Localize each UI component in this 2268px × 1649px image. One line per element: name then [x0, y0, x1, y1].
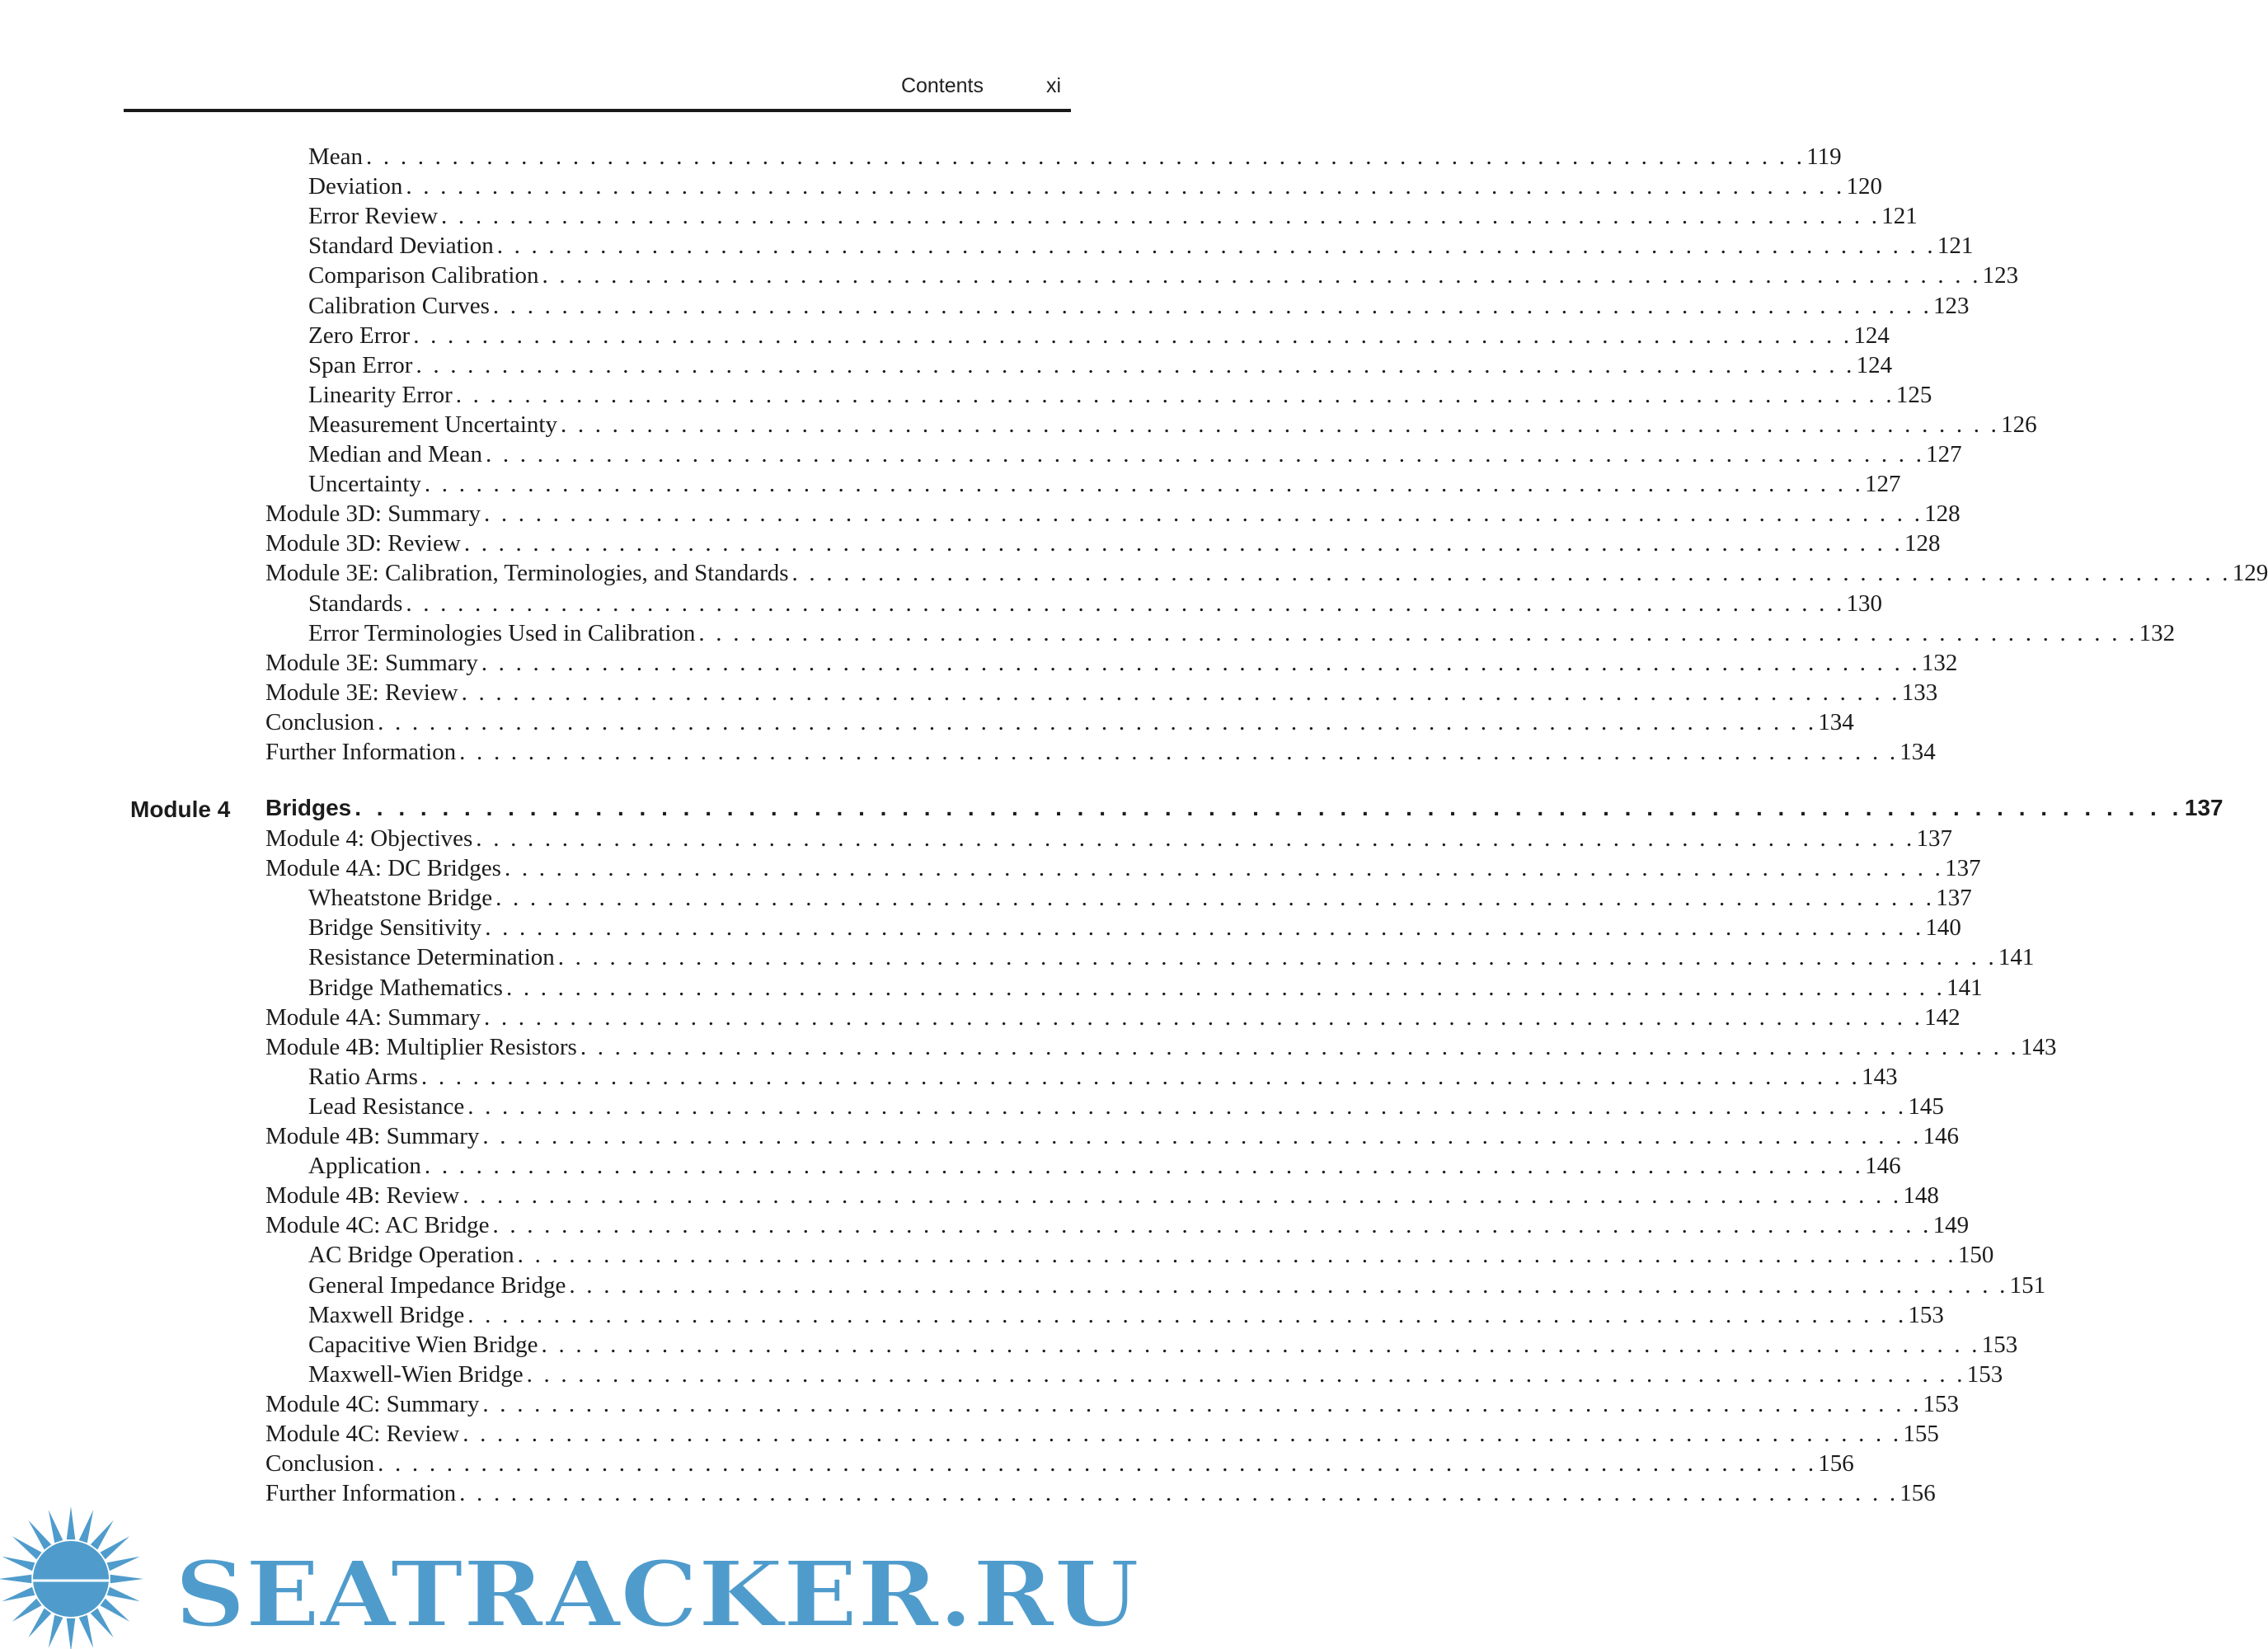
sun-ray: [67, 1618, 76, 1649]
toc-entry[interactable]: [265, 560, 2268, 590]
toc-entry-page-number: 137: [1916, 825, 1952, 852]
toc-entry[interactable]: [308, 1153, 1901, 1182]
toc-entry-title: Application: [308, 1153, 421, 1179]
toc-entry-title: Module 4B: Multiplier Resistors: [265, 1034, 577, 1060]
toc-entry-title: Module 4C: Summary: [265, 1391, 480, 1417]
dot-leader: . . . . . . . . . . . . . . . . . . . . . . . . . . . . . . . . . . . . . . . . . . . . . . . . . . . . . . . . . . . . . . . . . . . . . . . . . . . . . . . . . . . .: [492, 293, 1932, 319]
toc-entry[interactable]: [265, 650, 1958, 679]
sun-ray: [110, 1575, 143, 1584]
toc-entry-title: Uncertainty: [308, 471, 421, 497]
toc-entry-page-number: 153: [1923, 1391, 1960, 1417]
dot-leader: . . . . . . . . . . . . . . . . . . . . . . . . . . . . . . . . . . . . . . . . . . . . . . . . . . . . . . . . . . . . . . . . . . . . . . . . . . . . . . . . . . . .: [541, 1332, 1980, 1358]
toc-entry[interactable]: [265, 855, 1981, 885]
toc-entry-page-number: 141: [1946, 975, 1983, 1001]
dot-leader: . . . . . . . . . . . . . . . . . . . . . . . . . . . . . . . . . . . . . . . . . . . . . . . . . . . . . . . . . . . . . . . . . . . . . . . . . . . . . . . . . . . .: [459, 1480, 1899, 1506]
sun-ray: [28, 1520, 51, 1550]
toc-entry[interactable]: [308, 1242, 1994, 1271]
toc-entry[interactable]: [265, 825, 1952, 855]
toc-entry[interactable]: [308, 1064, 1898, 1093]
toc-entry-page-number: 134: [1818, 709, 1854, 735]
toc-entry-page-number: 119: [1806, 143, 1842, 170]
toc-entry-title: Maxwell-Wien Bridge: [308, 1361, 524, 1388]
sun-ray: [49, 1615, 63, 1648]
toc-entry[interactable]: [265, 739, 1936, 768]
toc-entry-title: Deviation: [308, 173, 403, 200]
toc-entry-page-number: 121: [1937, 233, 1974, 259]
toc-entry-page-number: 124: [1856, 352, 1893, 378]
dot-leader: . . . . . . . . . . . . . . . . . . . . . . . . . . . . . . . . . . . . . . . . . . . . . . . . . . . . . . . . . . . . . . . . . . . . . . . . . . . . . . . . . . . .: [557, 944, 1997, 970]
dot-leader: . . . . . . . . . . . . . . . . . . . . . . . . . . . . . . . . . . . . . . . . . . . . . . . . . . . . . . . . . . . . . . . . . . . . . . . . . . . . . . . . . . . .: [484, 500, 1923, 527]
sun-ray: [49, 1510, 63, 1543]
toc-entry-page-number: 146: [1865, 1153, 1901, 1179]
toc-entry-page-number: 121: [1881, 203, 1918, 229]
dot-leader: . . . . . . . . . . . . . . . . . . . . . . . . . . . . . . . . . . . . . . . . . . . . . . . . . . . . . . . . . . . . . . . . . . . . . . . . . . . . . . . . . . . .: [461, 679, 1900, 706]
dot-leader: . . . . . . . . . . . . . . . . . . . . . . . . . . . . . . . . . . . . . . . . . . . . . . . . . . . . . . . . . . . . . . . . . . . . . . . . . . . . . . . . . . . .: [406, 590, 1845, 617]
toc-entry-title: Module 4: Objectives: [265, 825, 473, 852]
toc-entry[interactable]: [265, 1391, 1960, 1421]
toc-entry-title: Module 4A: Summary: [265, 1004, 481, 1031]
sun-ray: [79, 1510, 94, 1543]
toc-entry[interactable]: [308, 293, 1970, 322]
toc-entry-title: Linearity Error: [308, 382, 453, 408]
sun-ray: [28, 1609, 51, 1638]
sun-ray: [91, 1520, 114, 1550]
sun-ray: [79, 1615, 94, 1648]
module-page-number: 137: [2184, 795, 2223, 820]
toc-entry-title: Module 3E: Calibration, Terminologies, and Standards: [265, 560, 789, 586]
module-title: Bridges: [265, 795, 352, 820]
sun-ray: [101, 1536, 130, 1559]
toc-entry[interactable]: [308, 914, 1961, 944]
running-head-section: Contents: [900, 74, 984, 97]
dot-leader: . . . . . . . . . . . . . . . . . . . . . . . . . . . . . . . . . . . . . . . . . . . . . . . . . . . . . . . . . . . . . . . . . . . . . . . . . . . . . . . . . . . .: [569, 1272, 2008, 1299]
toc-entry[interactable]: [308, 233, 1974, 262]
toc-entry[interactable]: [308, 975, 1983, 1004]
module-heading[interactable]: [265, 795, 2223, 824]
dot-leader: . . . . . . . . . . . . . . . . . . . . . . . . . . . . . . . . . . . . . . . . . . . . . . . . . . . . . . . . . . . . . . . . . . . . . . . . . . . . . . . . . . . .: [459, 739, 1899, 765]
dot-leader: . . . . . . . . . . . . . . . . . . . . . . . . . . . . . . . . . . . . . . . . . . . . . . . . . . . . . . . . . . . . . . . . . . . . . . . . . . . . . . . . . . . .: [492, 1212, 1932, 1238]
sun-ray: [107, 1587, 140, 1602]
toc-entry-title: Module 4B: Summary: [265, 1123, 480, 1149]
toc-entry-page-number: 128: [1904, 530, 1941, 557]
toc-entry[interactable]: [308, 441, 1962, 471]
toc-entry-title: Further Information: [265, 1480, 457, 1506]
sun-logo-icon: [0, 1506, 143, 1649]
toc-entry[interactable]: [265, 1034, 2057, 1064]
sun-ray: [91, 1609, 114, 1638]
toc-entry-title: Measurement Uncertainty: [308, 411, 557, 438]
dot-leader: . . . . . . . . . . . . . . . . . . . . . . . . . . . . . . . . . . . . . . . . . . . . . . . . . . . . . . . . . . . . . . . . . . . . . . . . . . . . . . . . . . . .: [406, 173, 1845, 200]
toc-entry[interactable]: [265, 530, 1941, 560]
dot-leader: . . . . . . . . . . . . . . . . . . . . . . . . . . . . . . . . . . . . . . . . . . . . . . . . . . . . . . . . . . . . . . . . . . . . . . . . . . . . . . . . . . . .: [366, 143, 1805, 170]
toc-entry[interactable]: [308, 143, 1842, 173]
toc-entry-page-number: 143: [2020, 1034, 2057, 1060]
toc-entry[interactable]: [265, 709, 1854, 739]
toc-entry-title: Standard Deviation: [308, 233, 494, 259]
toc-entry[interactable]: [308, 352, 1893, 382]
toc-entry-title: Module 4C: AC Bridge: [265, 1212, 490, 1238]
toc-entry-page-number: 123: [1982, 262, 2019, 289]
toc-entry-page-number: 132: [1921, 650, 1958, 676]
toc-entry-title: Error Review: [308, 203, 439, 229]
toc-entry-page-number: 130: [1846, 590, 1883, 617]
toc-entry[interactable]: [308, 944, 2035, 974]
toc-entry[interactable]: [308, 1272, 2046, 1302]
dot-leader: . . . . . . . . . . . . . . . . . . . . . . . . . . . . . . . . . . . . . . . . . . . . . . . . . . . . . . . . . . . . . . . . . . . . . . . . . . . . . . . . . . . .: [505, 975, 1946, 1001]
toc-entry-page-number: 126: [2001, 411, 2037, 438]
sun-ray: [2, 1587, 35, 1602]
toc-entry[interactable]: [308, 885, 1972, 914]
toc-entry[interactable]: [265, 1004, 1960, 1034]
page-header: [124, 73, 1071, 112]
running-head-page-number: xi: [1045, 74, 1061, 97]
toc-entry-title: Conclusion: [265, 1450, 375, 1477]
toc-entry-title: Comparison Calibration: [308, 262, 539, 289]
toc-entry[interactable]: [308, 411, 2037, 441]
toc-entry-page-number: 146: [1923, 1123, 1960, 1149]
toc-entry-title: Wheatstone Bridge: [308, 885, 493, 911]
dot-leader: . . . . . . . . . . . . . . . . . . . . . . . . . . . . . . . . . . . . . . . . . . . . . . . . . . . . . . . . . . . . . . . . . . . . . . . . . . . . . . . . . . . .: [484, 1004, 1923, 1031]
toc-entry-page-number: 150: [1957, 1242, 1994, 1268]
dot-leader: . . . . . . . . . . . . . . . . . . . . . . . . . . . . . . . . . . . . . . . . . . . . . . . . . . . . . . . . . . . . . . . . . . . . . . . . . . . . . . . . . . . .: [467, 1302, 1907, 1328]
toc-entry-title: AC Bridge Operation: [308, 1242, 514, 1268]
toc-entry-title: Lead Resistance: [308, 1093, 465, 1120]
toc-entry[interactable]: [308, 1361, 2003, 1391]
dot-leader: . . . . . . . . . . . . . . . . . . . . . . . . . . . . . . . . . . . . . . . . . . . . . . . . . . . . . . . . . . . . . . . . . . . . . . . . . . . . . . . . . . . .: [467, 1093, 1907, 1120]
toc-entry[interactable]: [265, 1212, 1970, 1242]
toc-entry-title: Bridge Mathematics: [308, 975, 503, 1001]
toc-entry-page-number: 129: [2232, 560, 2268, 586]
toc-entry[interactable]: [308, 1332, 2018, 1361]
toc-entry[interactable]: [308, 1093, 1944, 1123]
dot-leader: . . . . . . . . . . . . . . . . . . . . . . . . . . . . . . . . . . . . . . . . . . . . . . . . . . . . . . . . . . . . . . . . . . . . . . . . . . . . . . . . . . . .: [378, 709, 1817, 735]
toc-entry-page-number: 151: [2009, 1272, 2046, 1299]
toc-entry-page-number: 137: [1936, 885, 1972, 911]
dot-leader: . . . . . . . . . . . . . . . . . . . . . . . . . . . . . . . . . . . . . . . . . . . . . . . . . . . . . . . . . . . . . . . . . . . . . . . . . . . . . . . . . . . .: [542, 262, 1981, 289]
toc-entry-page-number: 153: [1966, 1361, 2003, 1388]
toc-entry-page-number: 125: [1895, 382, 1932, 408]
toc-entry-page-number: 142: [1924, 1004, 1960, 1031]
toc-entry-title: Bridge Sensitivity: [308, 914, 482, 941]
dot-leader: . . . . . . . . . . . . . . . . . . . . . . . . . . . . . . . . . . . . . . . . . . . . . . . . . . . . . . . . . . . . . . . . . . . . . . . . . . . . . . . . . . . .: [441, 203, 1881, 229]
watermark-text: SEATRACKER.RU: [175, 1541, 1139, 1647]
dot-leader: . . . . . . . . . . . . . . . . . . . . . . . . . . . . . . . . . . . . . . . . . . . . . . . . . . . . . . . . . . . . . . . . . . . . . . . . . . . . . . . . . . . .: [486, 441, 1925, 467]
dot-leader: . . . . . . . . . . . . . . . . . . . . . . . . . . . . . . . . . . . . . . . . . . . . . . . . . . . . . . . . . . . . . . . . . . . . . . . . . . . . . . . . . . . .: [698, 620, 2138, 646]
toc-entry-page-number: 149: [1932, 1212, 1970, 1238]
toc-entry[interactable]: [265, 1123, 1960, 1153]
dot-leader: . . . . . . . . . . . . . . . . . . . . . . . . . . . . . . . . . . . . . . . . . . . . . . . . . . . . . . . . . . . . . . . . . . . . . . . . . . . . . . . . . . . .: [791, 560, 2231, 586]
dot-leader: . . . . . . . . . . . . . . . . . . . . . . . . . . . . . . . . . . . . . . . . . . . . . . . . . . . . . . . . . . . . . . . . . . . . . . . . . . . . . . . . . . . .: [482, 1123, 1922, 1149]
dot-leader: . . . . . . . . . . . . . . . . . . . . . . . . . . . . . . . . . . . . . . . . . . . . . . . . . . . . . . . . . . . . . . . . . . . . . . . . . . . . . . . . . . . .: [463, 1421, 1902, 1447]
toc-entry-title: Module 4A: DC Bridges: [265, 855, 501, 881]
toc-entry-title: Module 3E: Review: [265, 679, 458, 706]
toc-entry-title: Resistance Determination: [308, 944, 555, 970]
dot-leader: . . . . . . . . . . . . . . . . . . . . . . . . . . . . . . . . . . . . . . . . . . . . . . . . . . . . . . . . . . . . . . . . . . . . . . . . . . . . . . . . . . . .: [580, 1034, 2019, 1060]
toc-entry-page-number: 127: [1926, 441, 1962, 467]
sun-ray: [2, 1557, 35, 1571]
dot-leader: . . . . . . . . . . . . . . . . . . . . . . . . . . . . . . . . . . . . . . . . . . . . . . . . . . . . . . . . . . . . . . . . . . . . . . . . . . . . . . . . . . . .: [420, 1064, 1861, 1090]
dot-leader: . . . . . . . . . . . . . . . . . . . . . . . . . . . . . . . . . . . . . . . . . . . . . . . . . . . . . . . . . . . . . . . . . . . . . . . . . . . . . . . . . . . .: [517, 1242, 1956, 1268]
toc-entry-title: Further Information: [265, 739, 457, 765]
dot-leader: . . . . . . . . . . . . . . . . . . . . . . . . . . . . . . . . . . . . . . . . . . . . . . . . . . . . . . . . . . . . . . . . . . . . . . . . . . . . . . . . . . . .: [455, 382, 1895, 408]
toc-entry-title: Module 3D: Review: [265, 530, 461, 557]
toc-entry-page-number: 137: [1945, 855, 1981, 881]
toc-entry-page-number: 155: [1903, 1421, 1939, 1447]
dot-leader: . . . . . . . . . . . . . . . . . . . . . . . . . . . . . . . . . . . . . . . . . . . . . . . . . . . . . . . . . . . . . . . . . . . . . . . . . . . . . . . . . . . .: [355, 795, 2183, 820]
toc-entry[interactable]: [265, 679, 1938, 709]
toc-entry-page-number: 153: [1908, 1302, 1944, 1328]
toc-entry[interactable]: [308, 620, 2176, 650]
toc-entry-page-number: 132: [2139, 620, 2176, 646]
dot-leader: . . . . . . . . . . . . . . . . . . . . . . . . . . . . . . . . . . . . . . . . . . . . . . . . . . . . . . . . . . . . . . . . . . . . . . . . . . . . . . . . . . . .: [424, 1153, 1864, 1179]
dot-leader: . . . . . . . . . . . . . . . . . . . . . . . . . . . . . . . . . . . . . . . . . . . . . . . . . . . . . . . . . . . . . . . . . . . . . . . . . . . . . . . . . . . .: [504, 855, 1944, 881]
toc-entry-title: Error Terminologies Used in Calibration: [308, 620, 696, 646]
toc-entry-title: General Impedance Bridge: [308, 1272, 566, 1299]
toc-entry-title: Module 4B: Review: [265, 1182, 460, 1209]
toc-entry-title: Mean: [308, 143, 364, 170]
toc-entry-page-number: 128: [1924, 500, 1960, 527]
sun-ray: [12, 1536, 42, 1559]
toc-entry[interactable]: [308, 382, 1932, 411]
toc-entry-page-number: 140: [1925, 914, 1961, 941]
toc-entry-title: Module 4C: Review: [265, 1421, 460, 1447]
toc-entry-title: Standards: [308, 590, 403, 617]
toc-entry-title: Module 3E: Summary: [265, 650, 478, 676]
toc-entry-page-number: 143: [1862, 1064, 1898, 1090]
toc-entry-title: Calibration Curves: [308, 293, 490, 319]
dot-leader: . . . . . . . . . . . . . . . . . . . . . . . . . . . . . . . . . . . . . . . . . . . . . . . . . . . . . . . . . . . . . . . . . . . . . . . . . . . . . . . . . . . .: [560, 411, 2000, 438]
toc-entry[interactable]: [308, 173, 1883, 203]
toc-entry-page-number: 124: [1853, 322, 1890, 349]
dot-leader: . . . . . . . . . . . . . . . . . . . . . . . . . . . . . . . . . . . . . . . . . . . . . . . . . . . . . . . . . . . . . . . . . . . . . . . . . . . . . . . . . . . .: [526, 1361, 1965, 1388]
toc-entry-title: Span Error: [308, 352, 413, 378]
toc-entry[interactable]: [265, 500, 1960, 530]
dot-leader: . . . . . . . . . . . . . . . . . . . . . . . . . . . . . . . . . . . . . . . . . . . . . . . . . . . . . . . . . . . . . . . . . . . . . . . . . . . . . . . . . . . .: [485, 914, 1924, 941]
toc-entry[interactable]: [308, 203, 1918, 233]
toc-entry-page-number: 141: [1998, 944, 2035, 970]
toc-entry-page-number: 153: [1981, 1332, 2018, 1358]
dot-leader: . . . . . . . . . . . . . . . . . . . . . . . . . . . . . . . . . . . . . . . . . . . . . . . . . . . . . . . . . . . . . . . . . . . . . . . . . . . . . . . . . . . .: [413, 322, 1852, 349]
toc-entry-page-number: 134: [1899, 739, 1936, 765]
toc-entry-page-number: 148: [1903, 1182, 1939, 1209]
toc-entry-page-number: 127: [1865, 471, 1901, 497]
sun-ray: [101, 1599, 130, 1622]
sun-ray: [0, 1575, 31, 1584]
toc-entry[interactable]: [308, 322, 1890, 352]
toc-entry-title: Module 3D: Summary: [265, 500, 481, 527]
dot-leader: . . . . . . . . . . . . . . . . . . . . . . . . . . . . . . . . . . . . . . . . . . . . . . . . . . . . . . . . . . . . . . . . . . . . . . . . . . . . . . . . . . . .: [482, 1391, 1922, 1417]
module-label: Module 4: [130, 796, 231, 822]
toc-entry-title: Capacitive Wien Bridge: [308, 1332, 538, 1358]
dot-leader: . . . . . . . . . . . . . . . . . . . . . . . . . . . . . . . . . . . . . . . . . . . . . . . . . . . . . . . . . . . . . . . . . . . . . . . . . . . . . . . . . . . .: [463, 1182, 1902, 1209]
sun-ray: [67, 1506, 76, 1539]
toc-entry[interactable]: [265, 1421, 1939, 1450]
toc-entry[interactable]: [308, 590, 1883, 620]
dot-leader: . . . . . . . . . . . . . . . . . . . . . . . . . . . . . . . . . . . . . . . . . . . . . . . . . . . . . . . . . . . . . . . . . . . . . . . . . . . . . . . . . . . .: [378, 1450, 1817, 1477]
toc-entry[interactable]: [265, 1182, 1939, 1212]
toc-entry[interactable]: [308, 262, 2019, 292]
dot-leader: . . . . . . . . . . . . . . . . . . . . . . . . . . . . . . . . . . . . . . . . . . . . . . . . . . . . . . . . . . . . . . . . . . . . . . . . . . . . . . . . . . . .: [476, 825, 1915, 852]
toc-entry-page-number: 123: [1933, 293, 1970, 319]
dot-leader: . . . . . . . . . . . . . . . . . . . . . . . . . . . . . . . . . . . . . . . . . . . . . . . . . . . . . . . . . . . . . . . . . . . . . . . . . . . . . . . . . . . .: [463, 530, 1903, 557]
toc-entry-page-number: 133: [1901, 679, 1938, 706]
toc-entry-title: Maxwell Bridge: [308, 1302, 465, 1328]
dot-leader: . . . . . . . . . . . . . . . . . . . . . . . . . . . . . . . . . . . . . . . . . . . . . . . . . . . . . . . . . . . . . . . . . . . . . . . . . . . . . . . . . . . .: [424, 471, 1864, 497]
toc-entry[interactable]: [308, 1302, 1944, 1332]
dot-leader: . . . . . . . . . . . . . . . . . . . . . . . . . . . . . . . . . . . . . . . . . . . . . . . . . . . . . . . . . . . . . . . . . . . . . . . . . . . . . . . . . . . .: [496, 233, 1936, 259]
toc-entry-title: Conclusion: [265, 709, 375, 735]
toc-entry-page-number: 145: [1908, 1093, 1944, 1120]
toc-entry-title: Zero Error: [308, 322, 411, 349]
toc-entry-page-number: 156: [1899, 1480, 1936, 1506]
dot-leader: . . . . . . . . . . . . . . . . . . . . . . . . . . . . . . . . . . . . . . . . . . . . . . . . . . . . . . . . . . . . . . . . . . . . . . . . . . . . . . . . . . . .: [495, 885, 1935, 911]
sun-ray: [12, 1599, 42, 1622]
dot-leader: . . . . . . . . . . . . . . . . . . . . . . . . . . . . . . . . . . . . . . . . . . . . . . . . . . . . . . . . . . . . . . . . . . . . . . . . . . . . . . . . . . . .: [481, 650, 1920, 676]
toc-entry-page-number: 120: [1846, 173, 1883, 200]
toc-entry[interactable]: [308, 471, 1901, 500]
watermark: [0, 1476, 1154, 1649]
toc-entry-title: Median and Mean: [308, 441, 482, 467]
toc-entry-title: Ratio Arms: [308, 1064, 418, 1090]
sun-ray: [107, 1557, 140, 1571]
dot-leader: . . . . . . . . . . . . . . . . . . . . . . . . . . . . . . . . . . . . . . . . . . . . . . . . . . . . . . . . . . . . . . . . . . . . . . . . . . . . . . . . . . . .: [416, 352, 1855, 378]
toc-entry-page-number: 156: [1818, 1450, 1854, 1477]
